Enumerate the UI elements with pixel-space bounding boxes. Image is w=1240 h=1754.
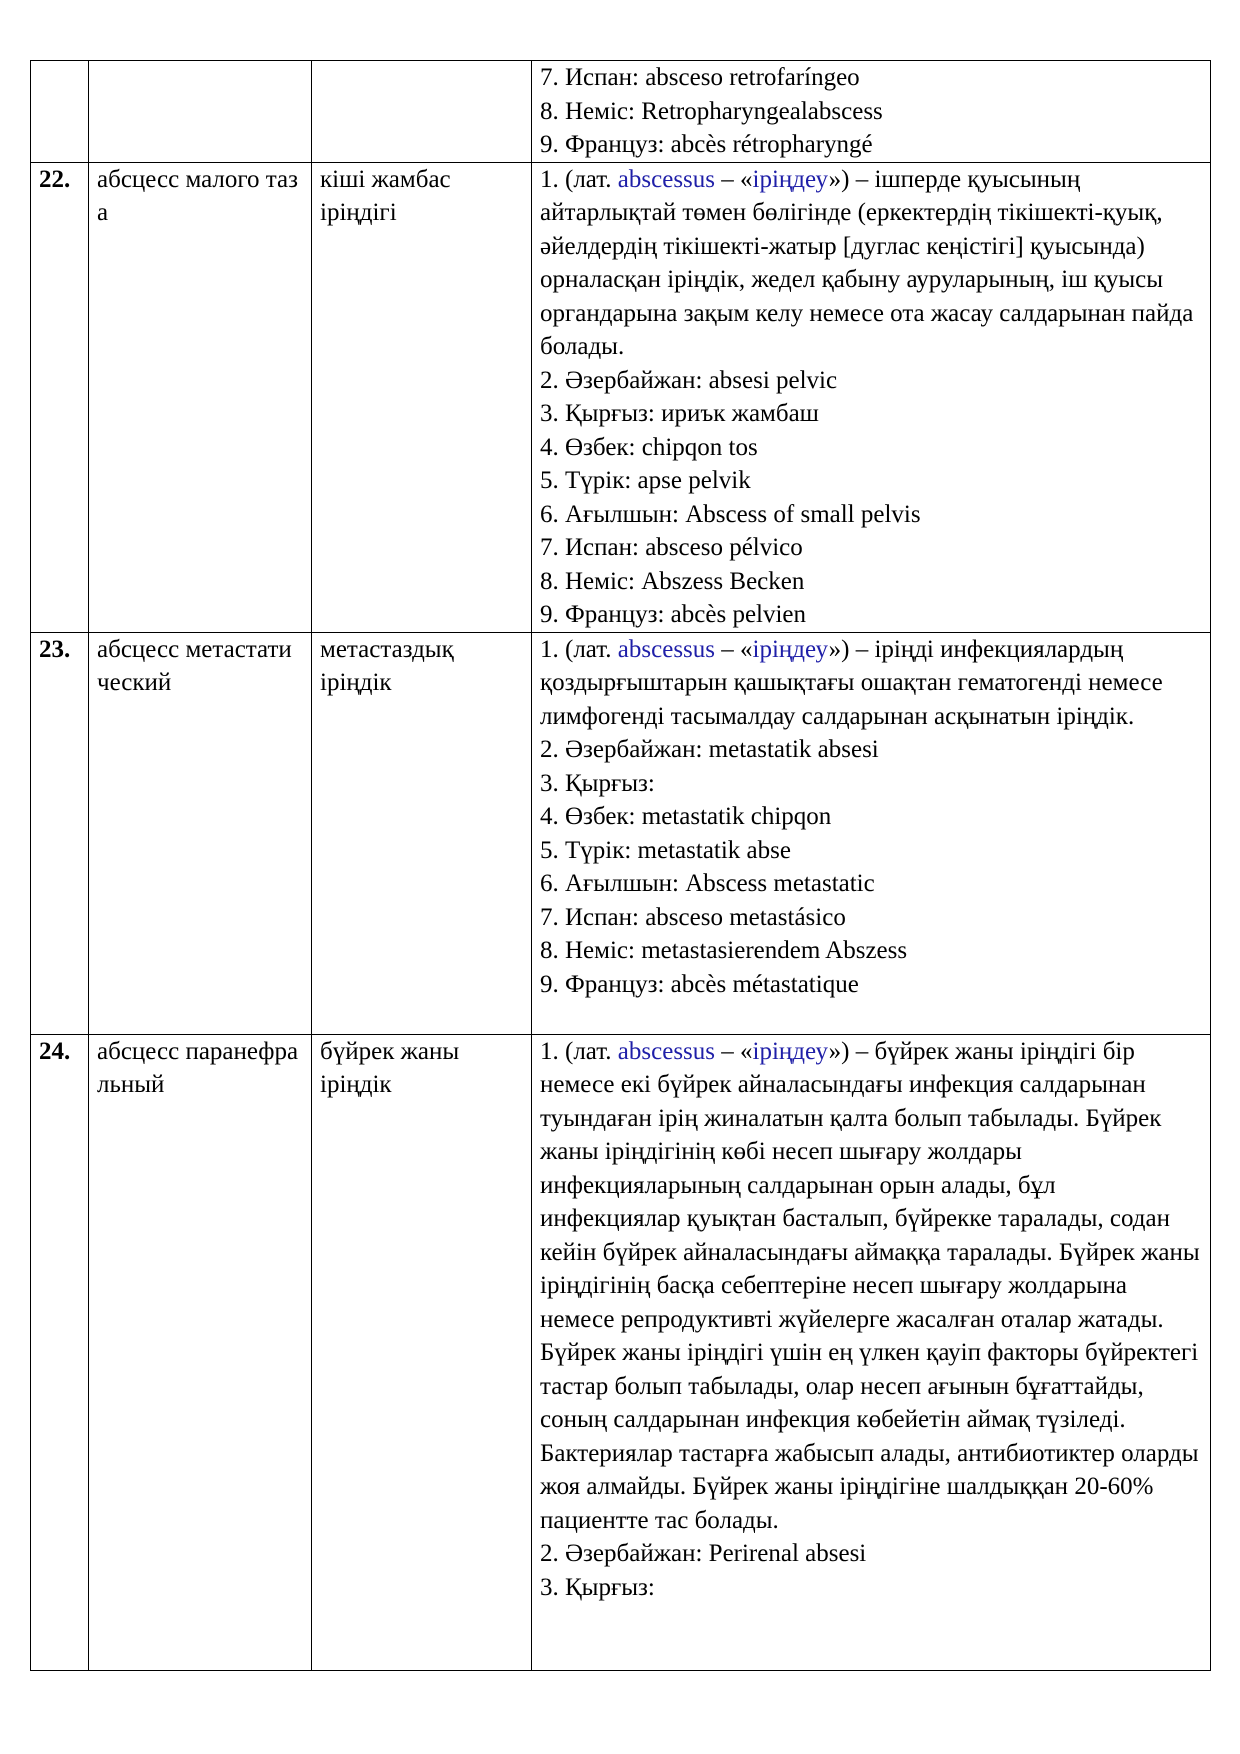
table-row — [31, 61, 1211, 163]
definition-prefix: 1. (лат. — [540, 1037, 618, 1065]
translation-uzbek: 4. Өзбек: chipqon tos — [540, 433, 758, 461]
translation-french: 9. Француз: abcès pelvien — [540, 601, 807, 628]
translation-azerbaijani: 2. Әзербайжан: Perirenal absesi — [540, 1540, 867, 1567]
translation-kyrgyz: 3. Қырғыз: ириък жамбаш — [540, 400, 819, 427]
table-row — [31, 162, 1211, 632]
definition-prefix: 1. (лат. — [540, 635, 618, 663]
table-row — [31, 1034, 1211, 1670]
translation-french: 9. Француз: abcès rétropharyngé — [540, 131, 873, 158]
definition-dash: – « — [715, 165, 753, 193]
definition-body: – ішперде қуысының айтарлықтай төмен бөлігінде (еркектердің тікішекті-қуық, әйелдердің тікішекті-жатыр [дуглас кеңістігі] қуысында) орналасқан іріңдік, жедел қабыну ауруларының, іш қуысы органдарына зақым келу немесе ота жасау салдарынан пайда болады. — [540, 165, 1194, 360]
translation-kyrgyz: 3. Қырғыз: — [540, 1573, 655, 1601]
translation-german: 8. Неміс: Retropharyngealabscess — [540, 97, 883, 125]
translation-german: 8. Неміс: Abszess Becken — [540, 567, 805, 595]
definition-body: – іріңді инфекциялардың қоздырғыштарын қашықтағы ошақтан гематогенді немесе лимфогенді тасымалдау салдарынан асқынатын іріңдік. — [540, 635, 1163, 730]
meaning-link[interactable]: іріңдеу — [752, 1037, 829, 1065]
term-russian: абсцесс паранефральный — [89, 1034, 312, 1670]
latin-term-link[interactable]: abscessus — [617, 1037, 716, 1065]
latin-term-link[interactable]: abscessus — [617, 635, 716, 663]
definition-close: ») — [828, 1037, 850, 1065]
translation-spanish: 7. Испан: absceso pélvico — [540, 534, 803, 561]
definition-text — [540, 633, 1202, 734]
definition-cell — [532, 61, 1211, 163]
term-kazakh — [312, 61, 532, 163]
definition-close: ») — [828, 165, 850, 193]
table-row — [31, 632, 1211, 1034]
translation-spanish: 7. Испан: absceso metastásico — [540, 903, 846, 931]
translation-turkish: 5. Түрік: metastatik abse — [540, 836, 791, 864]
definition-body: – бүйрек жаны іріңдігі бір немесе екі бүйрек айналасындағы инфекция салдарынан туындаған ірің жиналатын қалта болып табылады. Бүйрек жаны іріңдігінің көбі несеп шығару жолдары инфекцияларының салдарынан орын алады, бұл инфекциялар қуықтан басталып, бүйрекке таралады, содан кейін бүйрек айналасындағы аймаққа таралады. Бүйрек жаны іріңдігінің басқа себептеріне несеп шығару жолдарына немесе репродуктивті жүйелерге жасалған оталар жатады. Бүйрек жаны іріңдігі үшін ең үлкен қауіп факторы бүйректегі тастар болып табылады, олар несеп ағынын бұғаттайды, соның салдарынан инфекция көбейетін аймақ түзіледі. Бактериялар тастарға жабысып алады, антибиотиктер оларды жоя алмайды. Бүйрек жаны іріңдігіне шалдыққан 20-60% пациентте тас болады. — [540, 1037, 1200, 1534]
translation-azerbaijani: 2. Әзербайжан: metastatik absesi — [540, 736, 879, 763]
term-russian: абсцесс малого таза — [89, 162, 312, 632]
translation-azerbaijani: 2. Әзербайжан: absesi pelvic — [540, 366, 838, 394]
term-russian — [89, 61, 312, 163]
entry-number: 23. — [31, 632, 89, 1034]
translation-spanish: 7. Испан: absceso retrofaríngeo — [540, 64, 860, 91]
definition-close: ») — [828, 635, 850, 663]
translation-english: 6. Ағылшын: Abscess of small pelvis — [540, 500, 921, 528]
definition-text — [540, 163, 1202, 364]
term-kazakh: метастаздық іріңдік — [312, 632, 532, 1034]
entry-number: 24. — [31, 1034, 89, 1670]
translation-kyrgyz: 3. Қырғыз: — [540, 769, 655, 797]
latin-term-link[interactable]: abscessus — [617, 165, 716, 193]
definition-dash: – « — [715, 635, 753, 663]
glossary-table — [30, 60, 1211, 1671]
definition-text — [540, 1035, 1202, 1538]
meaning-link[interactable]: іріңдеу — [752, 165, 829, 193]
translation-german: 8. Неміс: metastasierendem Abszess — [540, 937, 908, 964]
meaning-link[interactable]: іріңдеу — [752, 635, 829, 663]
entry-number: 22. — [31, 162, 89, 632]
translation-english: 6. Ағылшын: Abscess metastatic — [540, 870, 875, 897]
definition-cell — [532, 1034, 1211, 1670]
term-russian: абсцесс метастатический — [89, 632, 312, 1034]
definition-dash: – « — [715, 1037, 753, 1065]
definition-prefix: 1. (лат. — [540, 165, 618, 193]
translation-french: 9. Француз: abcès métastatique — [540, 970, 859, 998]
term-kazakh: бүйрек жаны іріңдік — [312, 1034, 532, 1670]
entry-number — [31, 61, 89, 163]
definition-cell — [532, 162, 1211, 632]
translation-uzbek: 4. Өзбек: metastatik chipqon — [540, 803, 832, 830]
definition-cell — [532, 632, 1211, 1034]
translation-turkish: 5. Түрік: apse pelvik — [540, 467, 751, 494]
term-kazakh: кіші жамбас іріңдігі — [312, 162, 532, 632]
